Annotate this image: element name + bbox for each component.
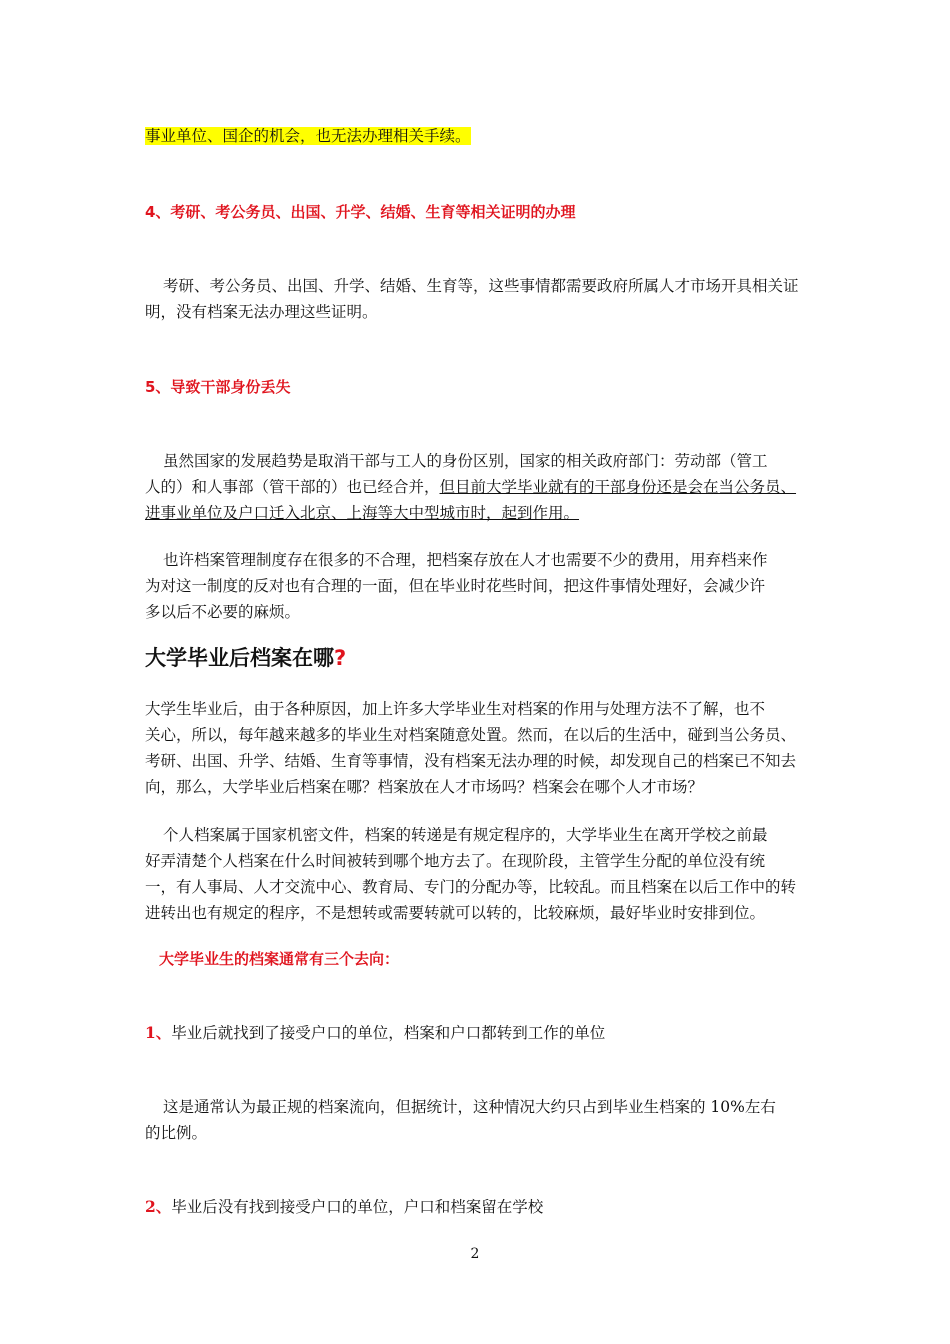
paragraph-line: 也许档案管理制度存在很多的不合理，把档案存放在人才也需要不少的费用，用弃档来作 xyxy=(163,551,768,569)
paragraph-line: 向，那么，大学毕业后档案在哪？档案放在人才市场吗？档案会在哪个人才市场？ xyxy=(145,778,704,796)
section-heading-5: 5、导致干部身份丢失 xyxy=(145,378,291,396)
list-number: 1、 xyxy=(145,1023,172,1042)
list-item-1 xyxy=(145,1020,815,1046)
paragraph-line: 明，没有档案无法办理这些证明。 xyxy=(145,303,378,321)
paragraph-line: 考研、出国、升学、结婚、生育等事情，没有档案无法办理的时候，却发现自己的档案已不知去 xyxy=(145,752,797,770)
paragraph-line: 个人档案属于国家机密文件，档案的转递是有规定程序的，大学毕业生在离开学校之前最 xyxy=(163,826,768,844)
list-number: 2、 xyxy=(145,1197,172,1216)
highlighted-text: 事业单位、国企的机会，也无法办理相关手续。 xyxy=(145,127,471,145)
underlined-text: 但目前大学毕业就有的干部身份还是会在当公务员、 xyxy=(439,478,797,496)
paragraph-line: 的比例。 xyxy=(145,1124,208,1142)
paragraph-line: 大学生毕业后，由于各种原因，加上许多大学毕业生对档案的作用与处理方法不了解，也不 xyxy=(145,700,766,718)
paragraph-line xyxy=(145,123,815,149)
paragraph-line: 人的）和人事部（管干部的）也已经合并， xyxy=(145,478,440,496)
paragraph-7 xyxy=(145,696,815,800)
paragraph-4 xyxy=(145,273,815,325)
section-title xyxy=(145,645,815,671)
list-item-text: 毕业后就找到了接受户口的单位，档案和户口都转到工作的单位 xyxy=(171,1024,606,1042)
section-heading-4: 4、考研、考公务员、出国、升学、结婚、生育等相关证明的办理 xyxy=(145,203,576,221)
paragraph-line: 进转出也有规定的程序，不是想转或需要转就可以转的，比较麻烦，最好毕业时安排到位。 xyxy=(145,904,766,922)
underlined-text: 进事业单位及户口迁入北京、上海等大中型城市时，起到作用。 xyxy=(145,504,580,522)
paragraph-line: 关心，所以，每年越来越多的毕业生对档案随意处置。然而，在以后的生活中，碰到当公务员、 xyxy=(145,726,797,744)
paragraph-line: 好弄清楚个人档案在什么时间被转到哪个地方去了。在现阶段，主管学生分配的单位没有统 xyxy=(145,852,766,870)
paragraph-9 xyxy=(145,1094,815,1146)
paragraph-line: 为对这一制度的反对也有合理的一面，但在毕业时花些时间，把这件事情处理好，会减少许 xyxy=(145,577,766,595)
page-number: 2 xyxy=(470,1246,480,1262)
list-item-text: 毕业后没有找到接受户口的单位，户口和档案留在学校 xyxy=(171,1198,544,1216)
paragraph-6 xyxy=(145,547,815,625)
paragraph-line: 多以后不必要的麻烦。 xyxy=(145,603,301,621)
paragraph-line: 一，有人事局、人才交流中心、教育局、专门的分配办等，比较乱。而且档案在以后工作中的转 xyxy=(145,878,797,896)
paragraph-line: 虽然国家的发展趋势是取消干部与工人的身份区别，国家的相关政府部门：劳动部（管工 xyxy=(163,452,768,470)
paragraph-5 xyxy=(145,448,815,526)
paragraph-line: 考研、考公务员、出国、升学、结婚、生育等，这些事情都需要政府所属人才市场开具相关证 xyxy=(163,277,799,295)
title-question-mark: ? xyxy=(334,646,347,670)
paragraph-line: 这是通常认为最正规的档案流向，但据统计，这种情况大约只占到毕业生档案的 10%左右 xyxy=(163,1098,776,1116)
directions-heading: 大学毕业生的档案通常有三个去向： xyxy=(159,950,400,968)
list-item-2 xyxy=(145,1194,815,1220)
title-text: 大学毕业后档案在哪 xyxy=(145,646,334,670)
paragraph-8 xyxy=(145,822,815,926)
